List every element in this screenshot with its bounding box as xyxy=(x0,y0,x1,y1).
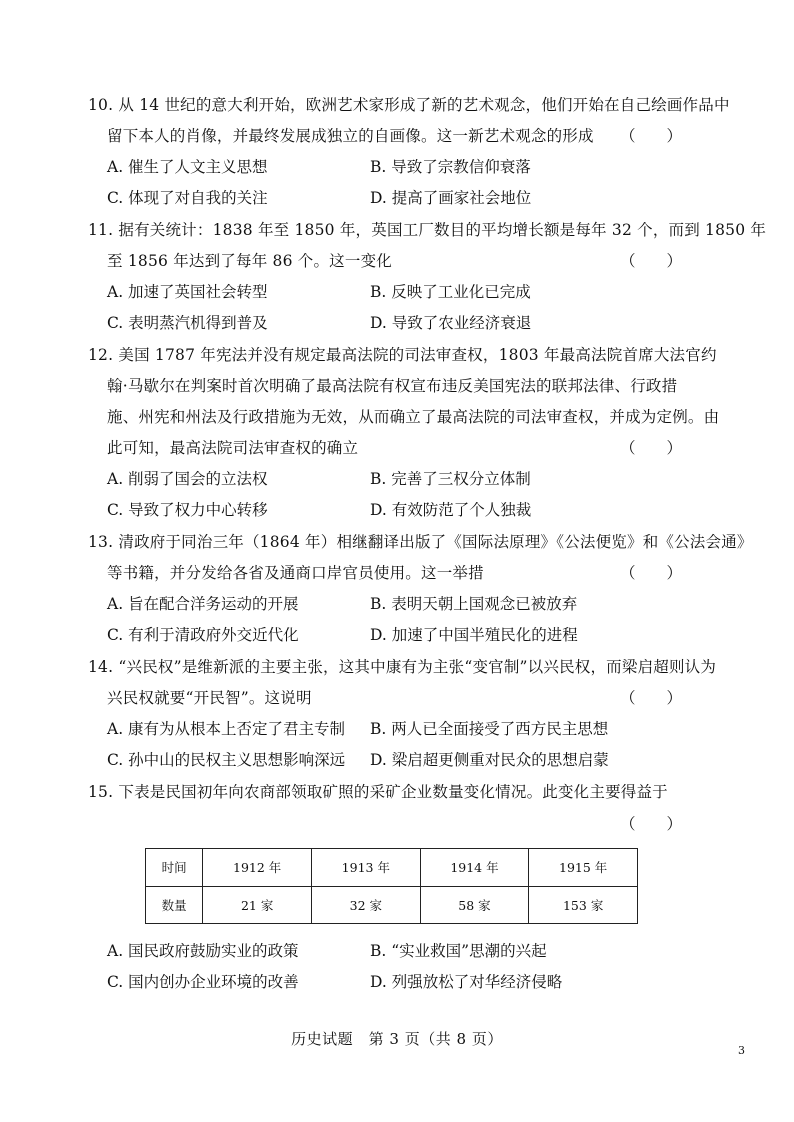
option-a: A. 加速了英国社会转型 xyxy=(107,283,268,301)
option-d: D. 加速了中国半殖民化的进程 xyxy=(370,626,578,644)
table-cell: 1915 年 xyxy=(529,849,638,887)
question-text-line: 15. 下表是民国初年向农商部领取矿照的采矿企业数量变化情况。此变化主要得益于 xyxy=(88,783,668,801)
option-c: C. 国内创办企业环境的改善 xyxy=(107,973,299,991)
page-footer: 历史试题 第 3 页（共 8 页） xyxy=(291,1030,503,1048)
option-b: B. 反映了工业化已完成 xyxy=(370,283,531,301)
table-cell: 时间 xyxy=(146,849,203,887)
answer-parentheses: （ ） xyxy=(620,564,683,582)
answer-parentheses: （ ） xyxy=(620,252,683,270)
question-text-line: 翰·马歇尔在判案时首次明确了最高法院有权宣布违反美国宪法的联邦法律、行政措 xyxy=(107,377,678,395)
table-cell: 153 家 xyxy=(529,886,638,924)
question-text-line: 14. “兴民权”是维新派的主要主张，这其中康有为主张“变官制”以兴民权，而梁启超则认为 xyxy=(88,658,717,676)
option-a: A. 国民政府鼓励实业的政策 xyxy=(107,942,299,960)
option-a: A. 削弱了国会的立法权 xyxy=(107,470,268,488)
question-text-line: 留下本人的肖像，并最终发展成独立的自画像。这一新艺术观念的形成 xyxy=(107,127,594,145)
table-cell: 32 家 xyxy=(312,886,421,924)
question-text-line: 此可知，最高法院司法审查权的确立 xyxy=(107,439,359,457)
question-text-line: 13. 清政府于同治三年（1864 年）相继翻译出版了《国际法原理》《公法便览》和《公法会通》 xyxy=(88,533,753,551)
option-b: B. 导致了宗教信仰衰落 xyxy=(370,158,531,176)
question-text-line: 10. 从 14 世纪的意大利开始，欧洲艺术家形成了新的艺术观念，他们开始在自己绘画作品中 xyxy=(88,96,730,114)
answer-parentheses: （ ） xyxy=(620,127,683,145)
question-text-line: 至 1856 年达到了每年 86 个。这一变化 xyxy=(107,252,392,270)
option-c: C. 孙中山的民权主义思想影响深远 xyxy=(107,751,346,769)
table-cell: 21 家 xyxy=(203,886,312,924)
table-cell: 58 家 xyxy=(420,886,529,924)
page-number: 3 xyxy=(738,1044,745,1057)
option-d: D. 列强放松了对华经济侵略 xyxy=(370,973,563,991)
option-d: D. 有效防范了个人独裁 xyxy=(370,501,532,519)
option-c: C. 有利于清政府外交近代化 xyxy=(107,626,299,644)
question-text-line: 施、州宪和州法及行政措施为无效，从而确立了最高法院的司法审查权，并成为定例。由 xyxy=(107,408,720,426)
table-cell: 1912 年 xyxy=(203,849,312,887)
mining-enterprise-table xyxy=(145,848,638,924)
question-text-line: 兴民权就要“开民智”。这说明 xyxy=(107,689,312,707)
table-row xyxy=(146,886,638,924)
table-cell: 1914 年 xyxy=(420,849,529,887)
table-cell: 1913 年 xyxy=(312,849,421,887)
answer-parentheses: （ ） xyxy=(620,689,683,707)
option-a: A. 康有为从根本上否定了君主专制 xyxy=(107,720,346,738)
table-row xyxy=(146,849,638,887)
option-d: D. 提高了画家社会地位 xyxy=(370,189,532,207)
table-cell: 数量 xyxy=(146,886,203,924)
option-a: A. 催生了人文主义思想 xyxy=(107,158,268,176)
option-a: A. 旨在配合洋务运动的开展 xyxy=(107,595,299,613)
option-c: C. 导致了权力中心转移 xyxy=(107,501,268,519)
question-text-line: 等书籍，并分发给各省及通商口岸官员使用。这一举措 xyxy=(107,564,484,582)
question-text-line: 11. 据有关统计：1838 年至 1850 年，英国工厂数目的平均增长额是每年 32 个，而到 1850 年 xyxy=(88,221,767,239)
option-b: B. 表明天朝上国观念已被放弃 xyxy=(370,595,578,613)
answer-parentheses: （ ） xyxy=(620,815,683,833)
option-b: B. 完善了三权分立体制 xyxy=(370,470,531,488)
option-d: D. 导致了农业经济衰退 xyxy=(370,314,532,332)
option-d: D. 梁启超更侧重对民众的思想启蒙 xyxy=(370,751,609,769)
answer-parentheses: （ ） xyxy=(620,439,683,457)
option-c: C. 表明蒸汽机得到普及 xyxy=(107,314,268,332)
question-text-line: 12. 美国 1787 年宪法并没有规定最高法院的司法审查权，1803 年最高法院首席大法官约 xyxy=(88,346,717,364)
option-c: C. 体现了对自我的关注 xyxy=(107,189,268,207)
option-b: B. “实业救国”思潮的兴起 xyxy=(370,942,547,960)
option-b: B. 两人已全面接受了西方民主思想 xyxy=(370,720,609,738)
